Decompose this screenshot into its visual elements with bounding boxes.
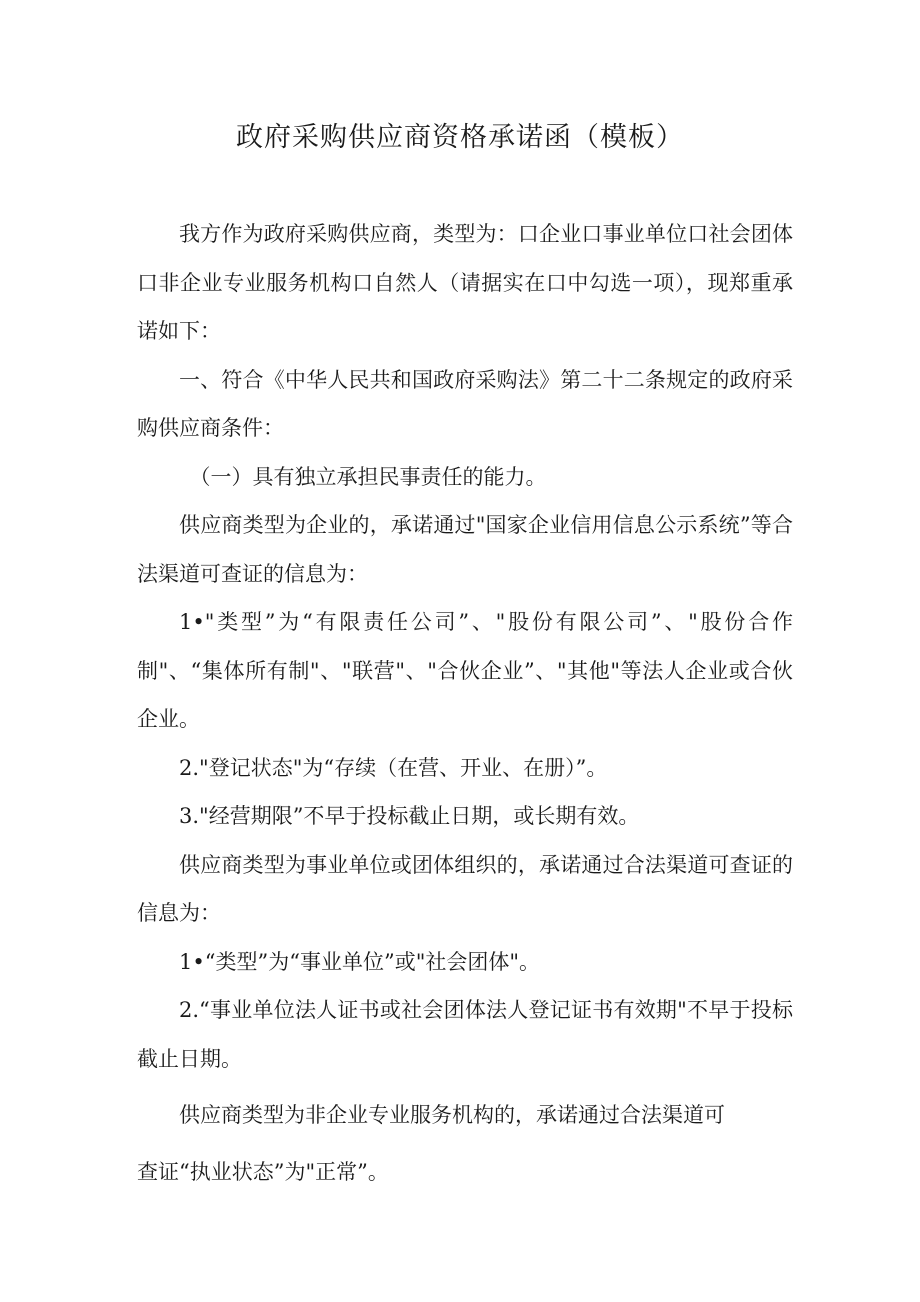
- paragraph-supplier-type: 我方作为政府采购供应商，类型为：口企业口事业单位口社会团体口非企业专业服务机构口自然人（请据实在口中勾选一项），现郑重承诺如下：: [137, 222, 793, 343]
- paragraph-service-org-intro: 供应商类型为非企业专业服务机构的，承诺通过合法渠道可: [179, 1103, 725, 1127]
- paragraph-enterprise-item-3: 3."经营期限”不早于投标截止日期，或长期有效。: [179, 804, 640, 828]
- paragraph-service-org-status: 查证“执业状态”为"正常”。: [137, 1159, 389, 1184]
- paragraph-civil-liability: （一）具有独立承担民事责任的能力。: [189, 464, 547, 489]
- document-body: [137, 210, 793, 1196]
- paragraph-institution-item-2: 2.“事业单位法人证书或社会团体法人登记证书有效期"不早于投标截止日期。: [137, 998, 793, 1071]
- paragraph-enterprise-item-2: 2."登记状态"为“存续（在营、开业、在册）”。: [179, 755, 608, 780]
- paragraph-enterprise-item-1: 1•"类型”为“有限责任公司”、"股份有限公司”、"股份合作制"、“集体所有制"、"联营"、"合伙企业”、"其他"等法人企业或合伙企业。: [137, 610, 793, 731]
- document-title: 政府采购供应商资格承诺函（模板）: [236, 122, 684, 153]
- paragraph-institution-intro: 供应商类型为事业单位或团体组织的，承诺通过合法渠道可查证的信息为：: [137, 852, 793, 925]
- paragraph-institution-item-1: 1•“类型”为“事业单位”或"社会团体"。: [179, 949, 541, 974]
- paragraph-condition-one: 一、符合《中华人民共和国政府采购法》第二十二条规定的政府采购供应商条件：: [137, 367, 793, 440]
- paragraph-enterprise-intro: 供应商类型为企业的，承诺通过"国家企业信用信息公示系统”等合法渠道可查证的信息为：: [137, 513, 793, 586]
